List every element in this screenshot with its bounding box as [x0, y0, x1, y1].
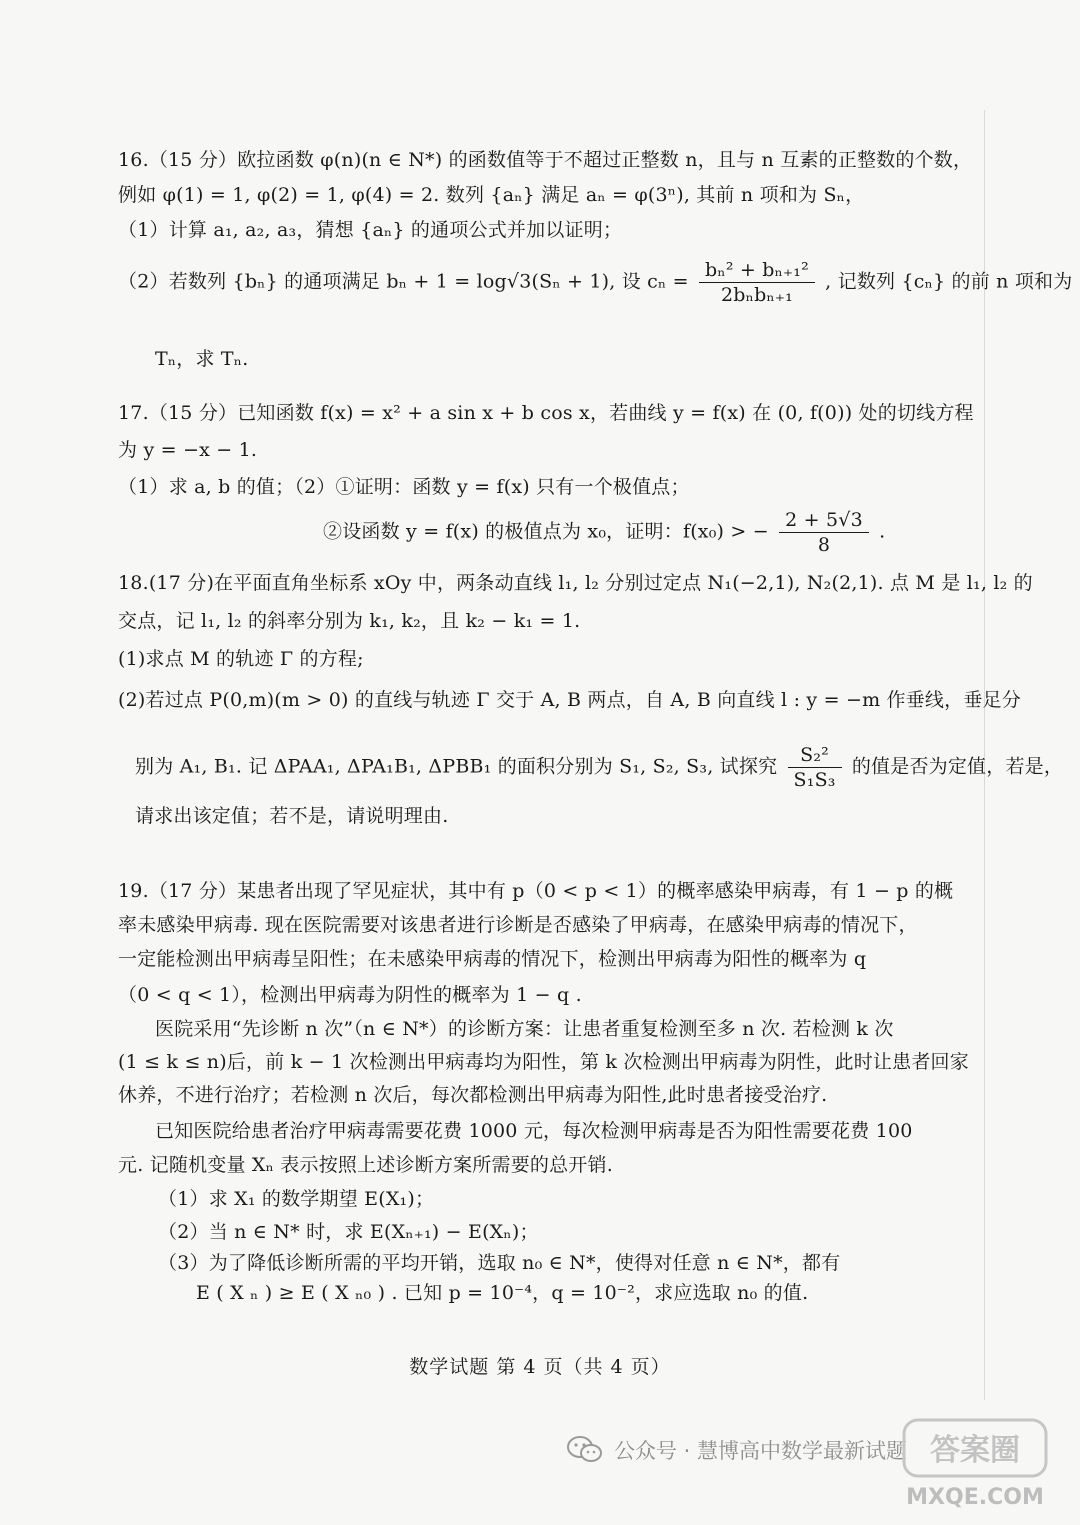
q19-line-3: 一定能检测出甲病毒呈阳性；在未感染甲病毒的情况下，检测出甲病毒为阳性的概率为 q	[118, 948, 867, 970]
q18-part-1: (1)求点 M 的轨迹 Γ 的方程;	[118, 648, 364, 670]
q18-part-2: (2)若过点 P(0,m)(m > 0) 的直线与轨迹 Γ 交于 A, B 两点，自 A, B 向直线 l : y = −m 作垂线，垂足分	[118, 689, 1021, 711]
watermark-text: 公众号 · 慧博高中数学最新试题	[614, 1439, 908, 1463]
q18-line-5-text-b: 的值是否为定值，若是，	[851, 755, 1064, 778]
logo-title: 答案圈	[930, 1433, 1020, 1468]
q19-line-9: 元. 记随机变量 Xₙ 表示按照上述诊断方案所需要的总开销.	[118, 1154, 613, 1176]
q16-line-5: Tₙ，求 Tₙ.	[155, 348, 249, 370]
q16-fraction	[699, 258, 815, 307]
q19-part-1: （1）求 X₁ 的数学期望 E(X₁)；	[158, 1188, 435, 1210]
q19-line-1: 19.（17 分）某患者出现了罕见症状，其中有 p（0 < p < 1）的概率感染甲病毒，有 1 − p 的概	[118, 880, 954, 902]
q16-fraction-numerator: bₙ² + bₙ₊₁²	[699, 258, 815, 283]
q18-fraction	[788, 743, 842, 792]
q17-part-2-2-text-b: .	[879, 520, 886, 543]
wechat-watermark	[566, 1430, 907, 1470]
q17-part-1: （1）求 a, b 的值；（2）①证明：函数 y = f(x) 只有一个极值点；	[118, 476, 690, 498]
q19-part-2: （2）当 n ∈ N* 时，求 E(Xₙ₊₁) − E(Xₙ)；	[158, 1221, 539, 1243]
q19-line-8: 已知医院给患者治疗甲病毒需要花费 1000 元，每次检测甲病毒是否为阳性需要花费 100	[155, 1120, 913, 1142]
logo-domain: MXQE.COM	[906, 1485, 1044, 1510]
q18-fraction-denominator: S₁S₃	[793, 769, 836, 791]
q18-line-5	[135, 743, 1063, 792]
q17-part-2-2	[323, 508, 885, 557]
site-logo	[900, 1400, 1050, 1518]
q17-part-2-2-text-a: ②设函数 y = f(x) 的极值点为 x₀，证明：f(x₀) > −	[323, 520, 769, 543]
q19-part-3-condition: E ( X ₙ ) ≥ E ( X ₙ₀ ) . 已知 p = 10⁻⁴，q = 10⁻²，求应选取 n₀ 的值.	[196, 1282, 809, 1304]
q19-line-5: 医院采用“先诊断 n 次”（n ∈ N*）的诊断方案：让患者重复检测至多 n 次. 若检测 k 次	[155, 1018, 894, 1040]
page-footer: 数学试题 第 4 页（共 4 页）	[409, 1356, 671, 1378]
q18-fraction-numerator: S₂²	[788, 743, 842, 768]
wechat-icon	[566, 1435, 604, 1465]
q18-line-5-text-a: 别为 A₁, B₁. 记 ΔPAA₁, ΔPA₁B₁, ΔPBB₁ 的面积分别为 S₁, S₂, S₃, 试探究	[135, 755, 778, 778]
q16-part-1: （1）计算 a₁, a₂, a₃，猜想 {aₙ} 的通项公式并加以证明；	[118, 219, 623, 241]
q19-line-4: （0 < q < 1），检测出甲病毒为阴性的概率为 1 − q .	[118, 984, 582, 1006]
q16-part-2-text-a: （2）若数列 {bₙ} 的通项满足 bₙ + 1 = log√3(Sₙ + 1), 设 cₙ =	[118, 270, 689, 293]
q19-line-7: 休养，不进行治疗；若检测 n 次后，每次都检测出甲病毒为阳性,此时患者接受治疗.	[118, 1084, 828, 1106]
q18-line-2: 交点，记 l₁, l₂ 的斜率分别为 k₁, k₂，且 k₂ − k₁ = 1.	[118, 610, 581, 632]
q18-line-1: 18.(17 分)在平面直角坐标系 xOy 中，两条动直线 l₁, l₂ 分别过定点 N₁(−2,1), N₂(2,1). 点 M 是 l₁, l₂ 的	[118, 572, 1033, 594]
q17-line-2: 为 y = −x − 1.	[118, 439, 258, 461]
q16-fraction-denominator: 2bₙbₙ₊₁	[721, 284, 793, 306]
q16-line-1: 16.（15 分）欧拉函数 φ(n)(n ∈ N*) 的函数值等于不超过正整数 n，且与 n 互素的正整数的个数，	[118, 149, 973, 171]
q18-line-6: 请求出该定值；若不是，请说明理由.	[135, 805, 449, 827]
q19-line-2: 率未感染甲病毒. 现在医院需要对该患者进行诊断是否感染了甲病毒，在感染甲病毒的情况下，	[118, 914, 918, 936]
q17-fraction-numerator: 2 + 5√3	[779, 508, 869, 533]
q16-line-2: 例如 φ(1) = 1, φ(2) = 1, φ(4) = 2. 数列 {aₙ} 满足 aₙ = φ(3ⁿ), 其前 n 项和为 Sₙ，	[118, 184, 865, 206]
q16-part-2	[118, 258, 1072, 307]
q17-fraction	[779, 508, 869, 557]
q19-line-6: (1 ≤ k ≤ n)后，前 k − 1 次检测出甲病毒均为阳性，第 k 次检测出甲病毒为阴性，此时让患者回家	[118, 1051, 969, 1073]
q16-part-2-text-b: , 记数列 {cₙ} 的前 n 项和为	[825, 270, 1073, 293]
q17-fraction-denominator: 8	[817, 534, 831, 556]
q17-line-1: 17.（15 分）已知函数 f(x) = x² + a sin x + b cos x，若曲线 y = f(x) 在 (0, f(0)) 处的切线方程	[118, 402, 974, 424]
q19-part-3: （3）为了降低诊断所需的平均开销，选取 n₀ ∈ N*，使得对任意 n ∈ N*，都有	[158, 1252, 841, 1274]
